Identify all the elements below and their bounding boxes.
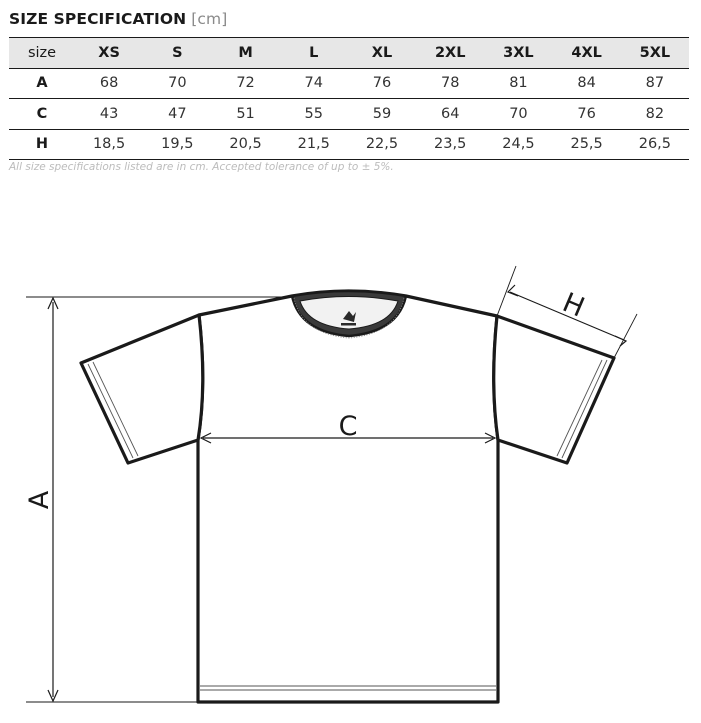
measurement-cell: 70 bbox=[143, 68, 211, 99]
measurement-cell: 23,5 bbox=[416, 129, 484, 160]
measurement-cell: 76 bbox=[553, 99, 621, 130]
measurement-cell: 24,5 bbox=[484, 129, 552, 160]
measurement-cell: 59 bbox=[348, 99, 416, 130]
measurement-cell: 25,5 bbox=[553, 129, 621, 160]
size-header-cell: 3XL bbox=[484, 38, 552, 69]
measurement-cell: 78 bbox=[416, 68, 484, 99]
spec-title-unit: [cm] bbox=[191, 10, 228, 28]
measurement-cell: 22,5 bbox=[348, 129, 416, 160]
measurement-cell: 81 bbox=[484, 68, 552, 99]
size-header-cell: 5XL bbox=[621, 38, 689, 69]
spec-title-text: SIZE SPECIFICATION bbox=[9, 10, 187, 28]
size-header-cell: L bbox=[280, 38, 348, 69]
size-header-cell: 2XL bbox=[416, 38, 484, 69]
right-sleeve-outline bbox=[494, 316, 614, 463]
measurement-cell: 72 bbox=[211, 68, 279, 99]
tolerance-note: All size specifications listed are in cm. Accepted tolerance of up to ± 5%. bbox=[9, 161, 394, 173]
row-label-cell: A bbox=[9, 68, 75, 99]
measurement-cell: 18,5 bbox=[75, 129, 143, 160]
measurement-cell: 84 bbox=[553, 68, 621, 99]
size-header-cell: S bbox=[143, 38, 211, 69]
dimension-a-label: A bbox=[24, 490, 55, 510]
measurement-cell: 19,5 bbox=[143, 129, 211, 160]
shirt-body-outline bbox=[198, 291, 498, 702]
row-label-cell: H bbox=[9, 129, 75, 160]
row-label-cell: C bbox=[9, 99, 75, 130]
size-header-cell: XS bbox=[75, 38, 143, 69]
header-label-cell: size bbox=[9, 38, 75, 69]
measurement-cell: 68 bbox=[75, 68, 143, 99]
measurement-cell: 43 bbox=[75, 99, 143, 130]
dimension-h-label: H bbox=[558, 287, 589, 324]
measurement-cell: 64 bbox=[416, 99, 484, 130]
size-header-cell: XL bbox=[348, 38, 416, 69]
measurement-cell: 87 bbox=[621, 68, 689, 99]
measurement-cell: 76 bbox=[348, 68, 416, 99]
measurement-cell: 21,5 bbox=[280, 129, 348, 160]
measurement-cell: 47 bbox=[143, 99, 211, 130]
measurement-cell: 26,5 bbox=[621, 129, 689, 160]
measurement-cell: 70 bbox=[484, 99, 552, 130]
measurement-cell: 74 bbox=[280, 68, 348, 99]
left-sleeve-outline bbox=[81, 315, 203, 463]
size-header-cell: M bbox=[211, 38, 279, 69]
measurement-cell: 20,5 bbox=[211, 129, 279, 160]
size-header-cell: 4XL bbox=[553, 38, 621, 69]
measurement-cell: 55 bbox=[280, 99, 348, 130]
measurement-cell: 51 bbox=[211, 99, 279, 130]
dimension-c-label: C bbox=[338, 411, 358, 442]
measurement-cell: 82 bbox=[621, 99, 689, 130]
